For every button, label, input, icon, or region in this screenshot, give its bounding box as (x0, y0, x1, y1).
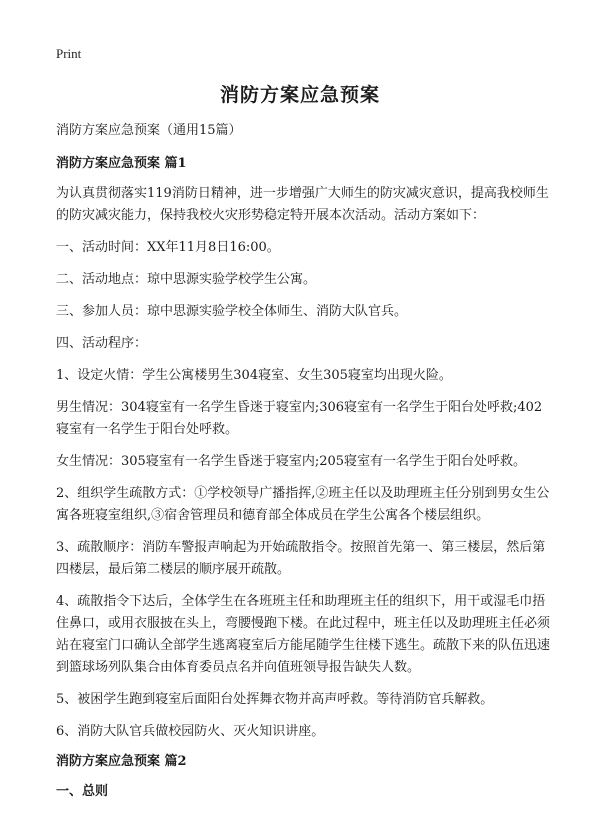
paragraph-trapped-students: 5、被困学生跑到寝室后面阳台处挥舞衣物并高声呼救。等待消防官兵解救。 (56, 692, 494, 707)
paragraph-lecture: 6、消防大队官兵做校园防火、灭火知识讲座。 (56, 724, 325, 739)
document-subtitle: 消防方案应急预案（通用15篇） (56, 123, 242, 138)
paragraph-evacuation-method: 2、组织学生疏散方式：①学校领导广播指挥,②班主任以及助理班主任分别到男女生公寓各班寝室组织,③宿舍管理员和德育部全体成员在学生公寓各个楼层组织。 (56, 486, 550, 523)
paragraph-procedure-heading: 四、活动程序： (56, 336, 148, 351)
paragraph-female-situation: 女生情况：305寝室有一名学生昏迷于寝室内;205寝室有一名学生于阳台处呼救。 (56, 454, 527, 469)
paragraph-evacuation-instructions: 4、疏散指令下达后，全体学生在各班班主任和助理班主任的组织下，用干或湿毛巾捂住鼻口，或用衣服披在头上，弯腰慢跑下楼。在此过程中，班主任以及助理班主任必须站在寝室门口确认全部学生逃离寝室后方能尾随学生往楼下逃生。疏散下来的队伍迅速到篮球场列队集合由体育委员点名并向值班领导报告缺失人数。 (56, 594, 551, 675)
section-subheading-general: 一、总则 (56, 784, 109, 799)
paragraph-time: 一、活动时间：XX年11月8日16:00。 (56, 240, 280, 255)
paragraph-intro: 为认真贯彻落实119消防日精神，进一步增强广大师生的防灾减灾意识，提高我校师生的防灾减灾能力，保持我校火灾形势稳定特开展本次活动。活动方案如下： (56, 186, 549, 223)
document-title: 消防方案应急预案 (219, 84, 380, 106)
paragraph-male-situation: 男生情况：304寝室有一名学生昏迷于寝室内;306寝室有一名学生于阳台处呼救;402寝室有一名学生于阳台处呼救。 (56, 400, 543, 437)
print-label: Print (56, 46, 82, 61)
paragraph-fire-scenario: 1、设定火情：学生公寓楼男生304寝室、女生305寝室均出现火险。 (56, 368, 452, 383)
section-heading-2: 消防方案应急预案 篇2 (56, 754, 187, 769)
section-heading-1: 消防方案应急预案 篇1 (56, 156, 187, 171)
paragraph-participants: 三、参加人员：琼中思源实验学校全体师生、消防大队官兵。 (56, 304, 408, 319)
paragraph-evacuation-order: 3、疏散顺序：消防车警报声响起为开始疏散指令。按照首先第一、第三楼层，然后第四楼层，最后第二楼层的顺序展开疏散。 (56, 540, 546, 577)
document-body (56, 120, 552, 811)
paragraph-location: 二、活动地点：琼中思源实验学校学生公寓。 (56, 272, 317, 287)
